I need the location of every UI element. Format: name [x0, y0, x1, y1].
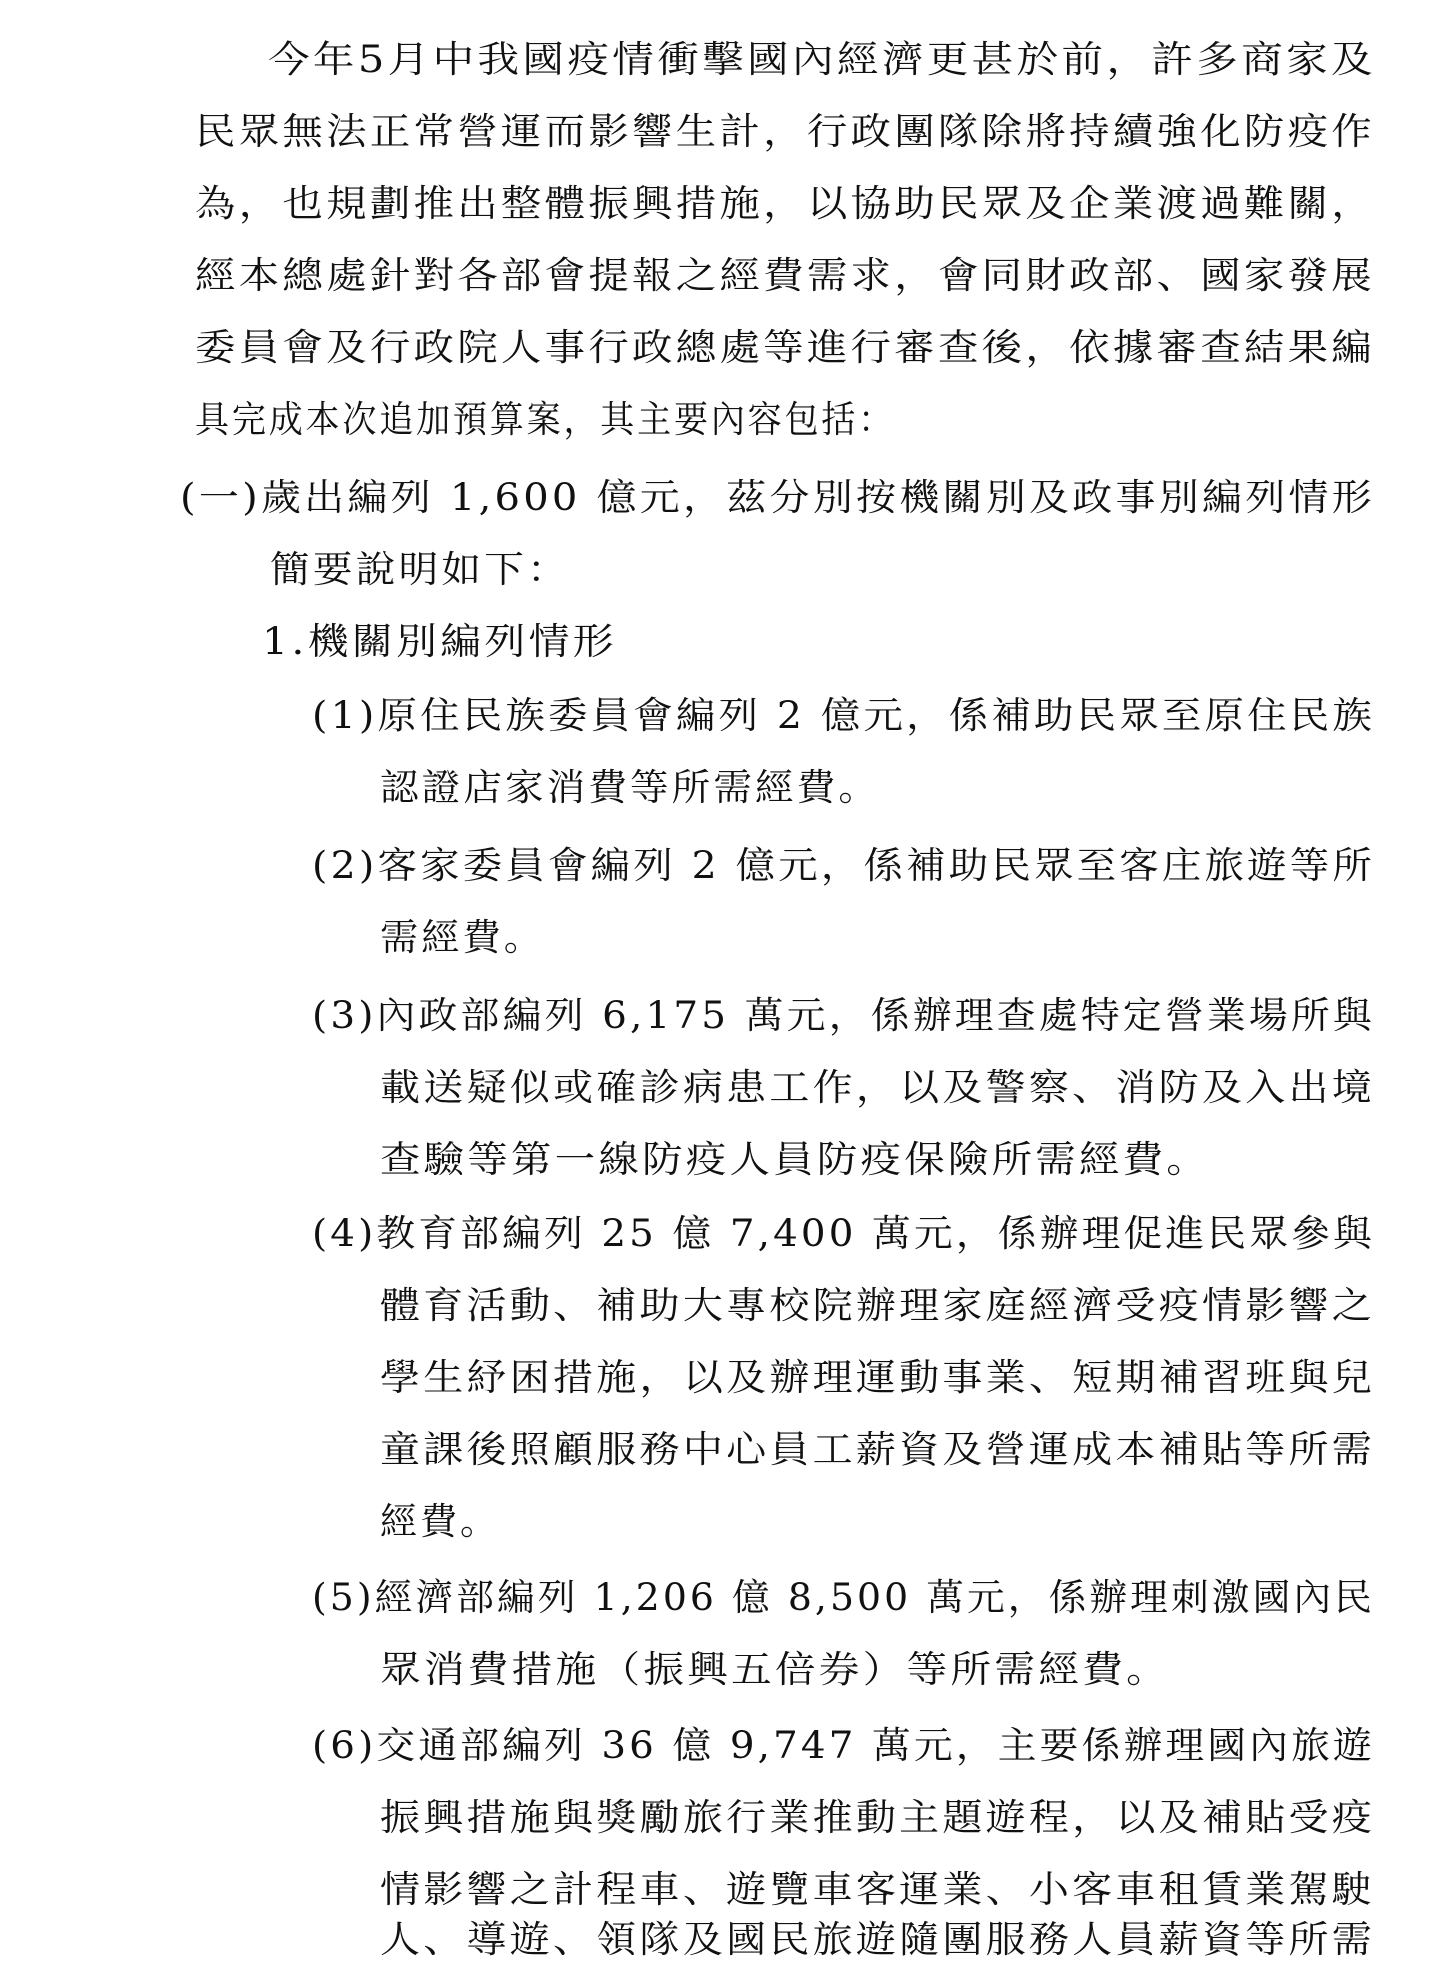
section-1-heading: (一)歲出編列 1,600 億元，茲分別按機關別及政事別編列情形 [180, 476, 1375, 519]
intro-line-1: 今年5月中我國疫情衝擊國內經濟更甚於前，許多商家及 [268, 38, 1376, 81]
item-1-line-2: 認證店家消費等所需經費。 [380, 766, 881, 809]
subsection-1-heading: 1.機關別編列情形 [262, 620, 617, 663]
intro-line-3: 為，也規劃推出整體振興措施，以協助民眾及企業渡過難關， [195, 182, 1376, 225]
item-4-line-3: 學生紓困措施，以及辦理運動事業、短期補習班與兒 [380, 1356, 1375, 1399]
intro-line-4: 經本總處針對各部會提報之經費需求，會同財政部、國家發展 [195, 254, 1376, 297]
item-4-line-2: 體育活動、補助大專校院辦理家庭經濟受疫情影響之 [380, 1284, 1375, 1327]
item-1-line-1: (1)原住民族委員會編列 2 億元，係補助民眾至原住民族 [312, 694, 1376, 737]
item-5-line-1: (5)經濟部編列 1,206 億 8,500 萬元，係辦理刺激國內民 [312, 1576, 1375, 1619]
item-4-line-1: (4)教育部編列 25 億 7,400 萬元，係辦理促進民眾參與 [312, 1212, 1375, 1255]
item-3-line-3: 查驗等第一線防疫人員防疫保險所需經費。 [380, 1138, 1210, 1181]
item-5-line-2: 眾消費措施（振興五倍券）等所需經費。 [380, 1648, 1170, 1691]
section-1-line-2: 簡要說明如下： [270, 548, 570, 591]
item-2-line-2: 需經費。 [380, 916, 546, 959]
item-3-line-1: (3)內政部編列 6,175 萬元，係辦理查處特定營業場所與 [312, 994, 1375, 1037]
intro-line-6: 具完成本次追加預算案，其主要內容包括： [195, 398, 896, 441]
intro-line-5: 委員會及行政院人事行政總處等進行審查後，依據審查結果編 [195, 326, 1376, 369]
item-3-line-2: 載送疑似或確診病患工作，以及警察、消防及入出境 [380, 1066, 1375, 1109]
item-6-line-4: 人、導遊、領隊及國民旅遊隨團服務人員薪資等所需 [380, 1918, 1375, 1961]
item-4-line-5: 經費。 [380, 1500, 500, 1543]
item-6-line-3: 情影響之計程車、遊覽車客運業、小客車租賃業駕駛 [380, 1868, 1375, 1911]
item-2-line-1: (2)客家委員會編列 2 億元，係補助民眾至客庄旅遊等所 [312, 844, 1376, 887]
intro-line-2: 民眾無法正常營運而影響生計，行政團隊除將持續強化防疫作 [195, 110, 1376, 153]
item-6-line-2: 振興措施與獎勵旅行業推動主題遊程，以及補貼受疫 [380, 1796, 1375, 1839]
item-6-line-1: (6)交通部編列 36 億 9,747 萬元，主要係辦理國內旅遊 [312, 1724, 1375, 1767]
item-4-line-4: 童課後照顧服務中心員工薪資及營運成本補貼等所需 [380, 1428, 1375, 1471]
